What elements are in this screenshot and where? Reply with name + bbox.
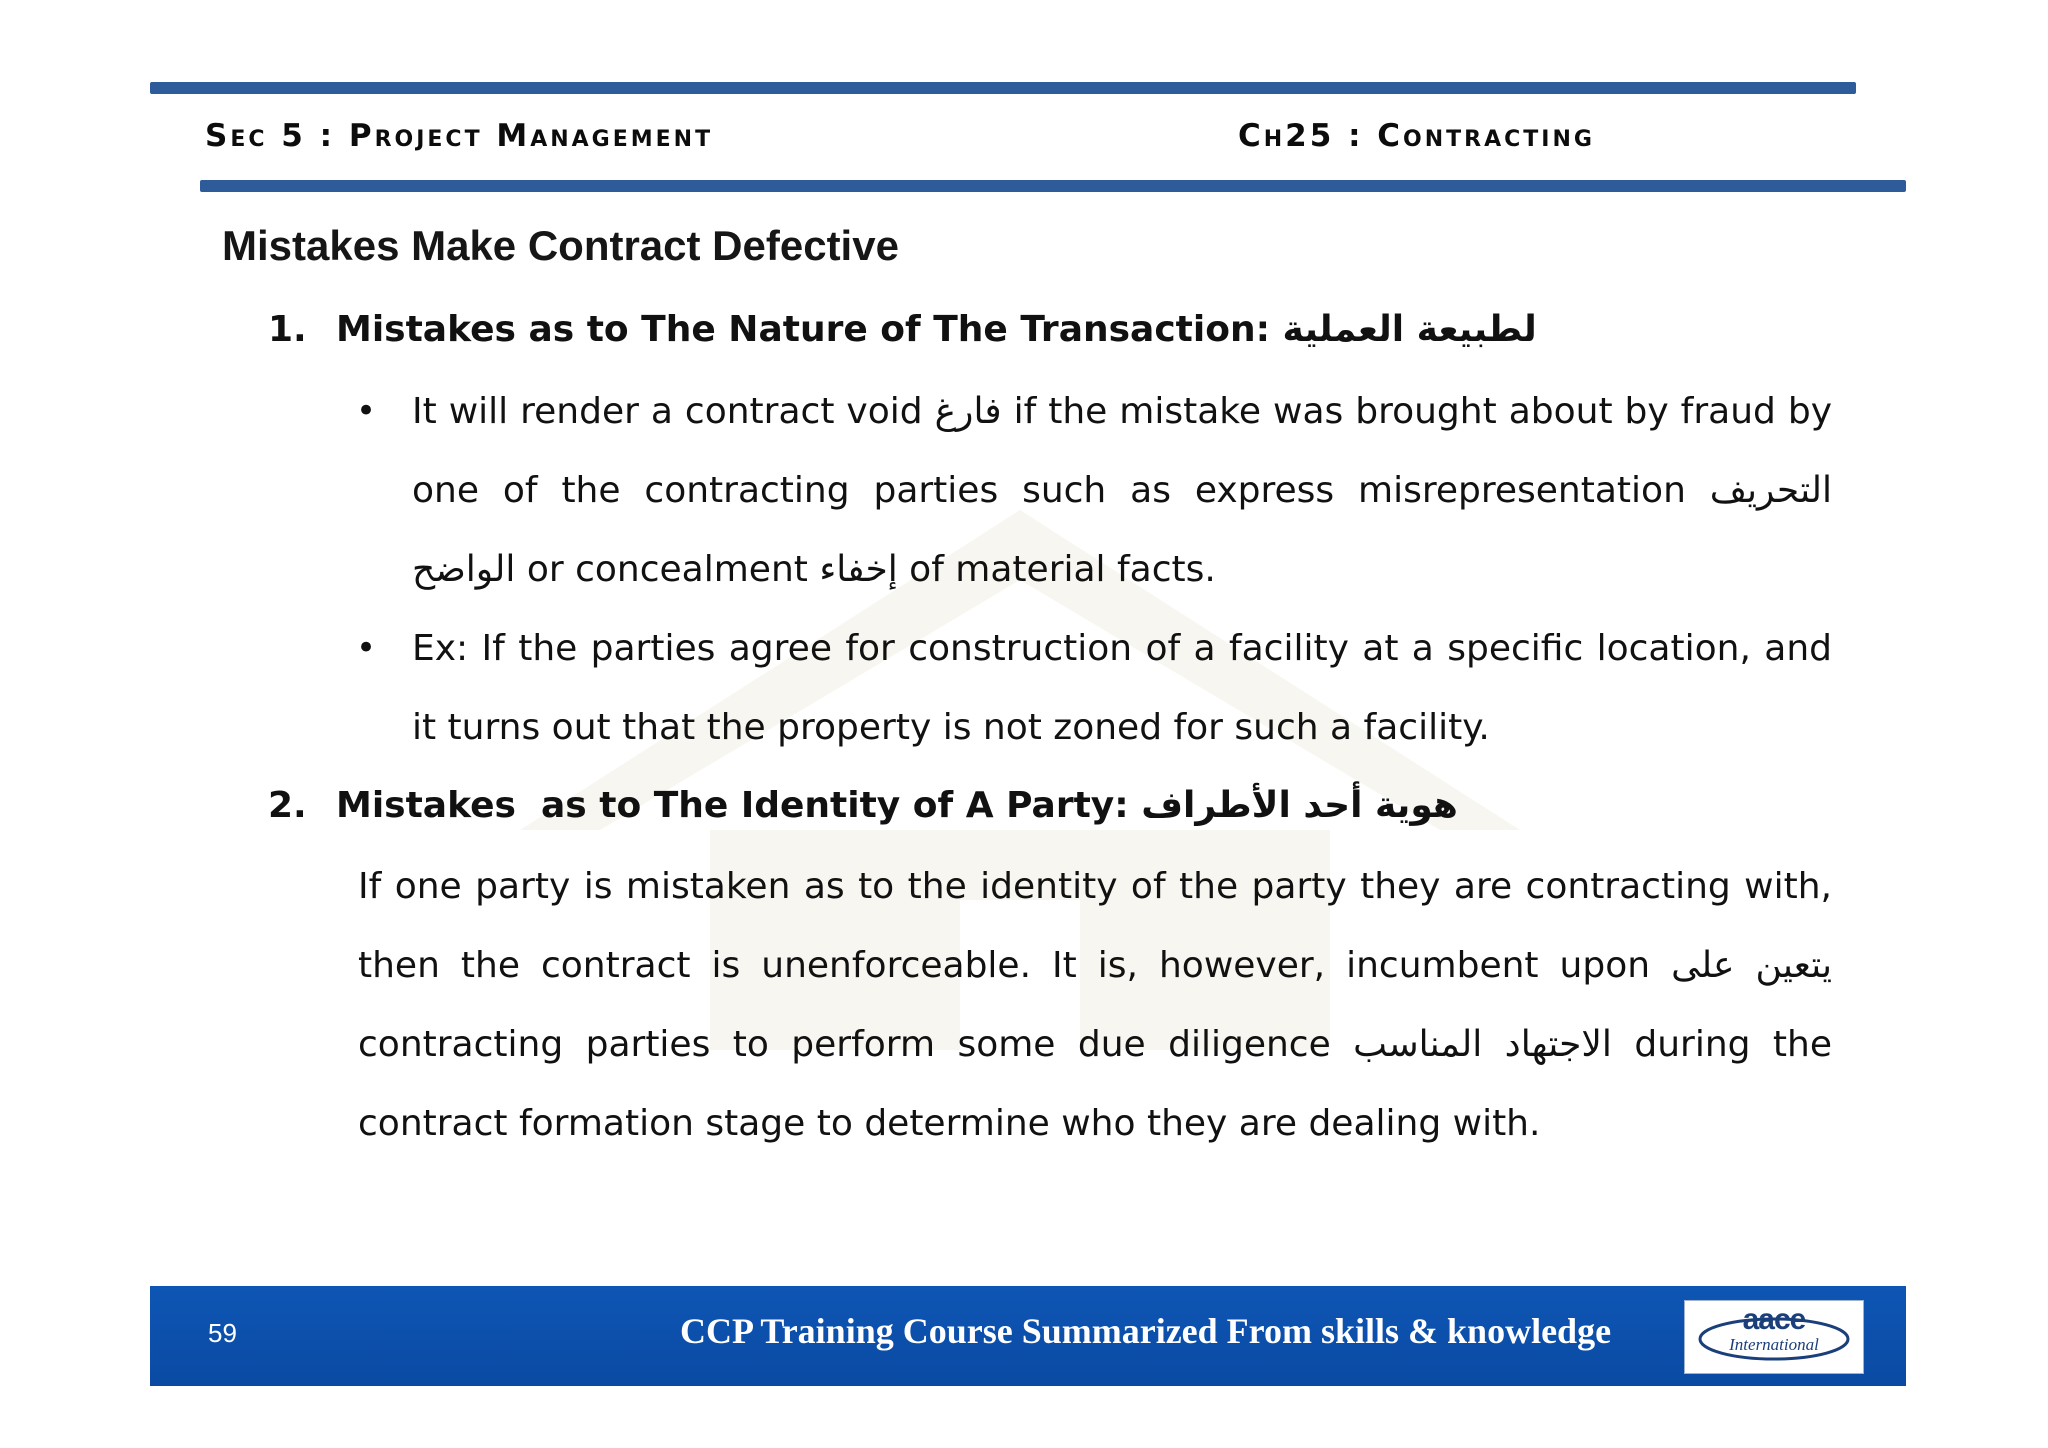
bullet-paragraph-example: Ex: If the parties agree for construction of a facility at a specific location, and it turns out that the property is not zoned for such a facility. bbox=[412, 628, 1832, 748]
header-rule-bottom bbox=[200, 180, 1906, 192]
item-heading: Mistakes as to The Identity of A Party: bbox=[336, 785, 1129, 826]
identity-paragraph: If one party is mistaken as to the identity of the party they are contracting with, then the contract is unenforceable. It is, however, incumbent upon يتعين على contracting parties to perform some due diligence الاجتهاد المناسب during the contract formation stage to determine who they are dealing with. bbox=[358, 866, 1832, 1144]
logo-wordmark: aace bbox=[1742, 1303, 1806, 1336]
arabic-term: إخفاء bbox=[819, 549, 898, 590]
header-rule-top bbox=[150, 82, 1856, 94]
item-heading: Mistakes as to The Nature of The Transaction: bbox=[336, 309, 1270, 350]
bullet-paragraph-void: It will render a contract void فارغ if the mistake was brought about by fraud by one of the contracting parties such as express misrepresentation التحريف الواضح or concealment إخفاء of material facts. bbox=[412, 391, 1832, 590]
logo-subtitle: International bbox=[1729, 1335, 1819, 1354]
aace-logo bbox=[1684, 1300, 1864, 1374]
list-item-identity-of-party bbox=[268, 766, 1458, 845]
item-heading-arabic: لطبيعة العملية bbox=[1282, 309, 1537, 350]
list-item-nature-of-transaction bbox=[268, 290, 1537, 369]
footer-caption: CCP Training Course Summarized From skills & knowledge bbox=[680, 1311, 1612, 1351]
item-heading-arabic: هوية أحد الأطراف bbox=[1141, 785, 1458, 826]
page-number: 59 bbox=[208, 1318, 237, 1348]
bullet-marker: • bbox=[356, 628, 377, 668]
item-number: 2. bbox=[268, 785, 307, 826]
item-number: 1. bbox=[268, 309, 307, 350]
slide-title: Mistakes Make Contract Defective bbox=[222, 222, 899, 269]
section-label: Sec 5 : Project Management bbox=[205, 118, 714, 154]
arabic-term: الاجتهاد المناسب bbox=[1353, 1024, 1612, 1065]
bullet-marker: • bbox=[356, 391, 377, 431]
chapter-label: Ch25 : Contracting bbox=[1238, 118, 1595, 154]
arabic-term: التحريف الواضح bbox=[412, 470, 1832, 590]
arabic-term: فارغ bbox=[934, 391, 1002, 432]
arabic-term: يتعين على bbox=[1671, 945, 1832, 986]
